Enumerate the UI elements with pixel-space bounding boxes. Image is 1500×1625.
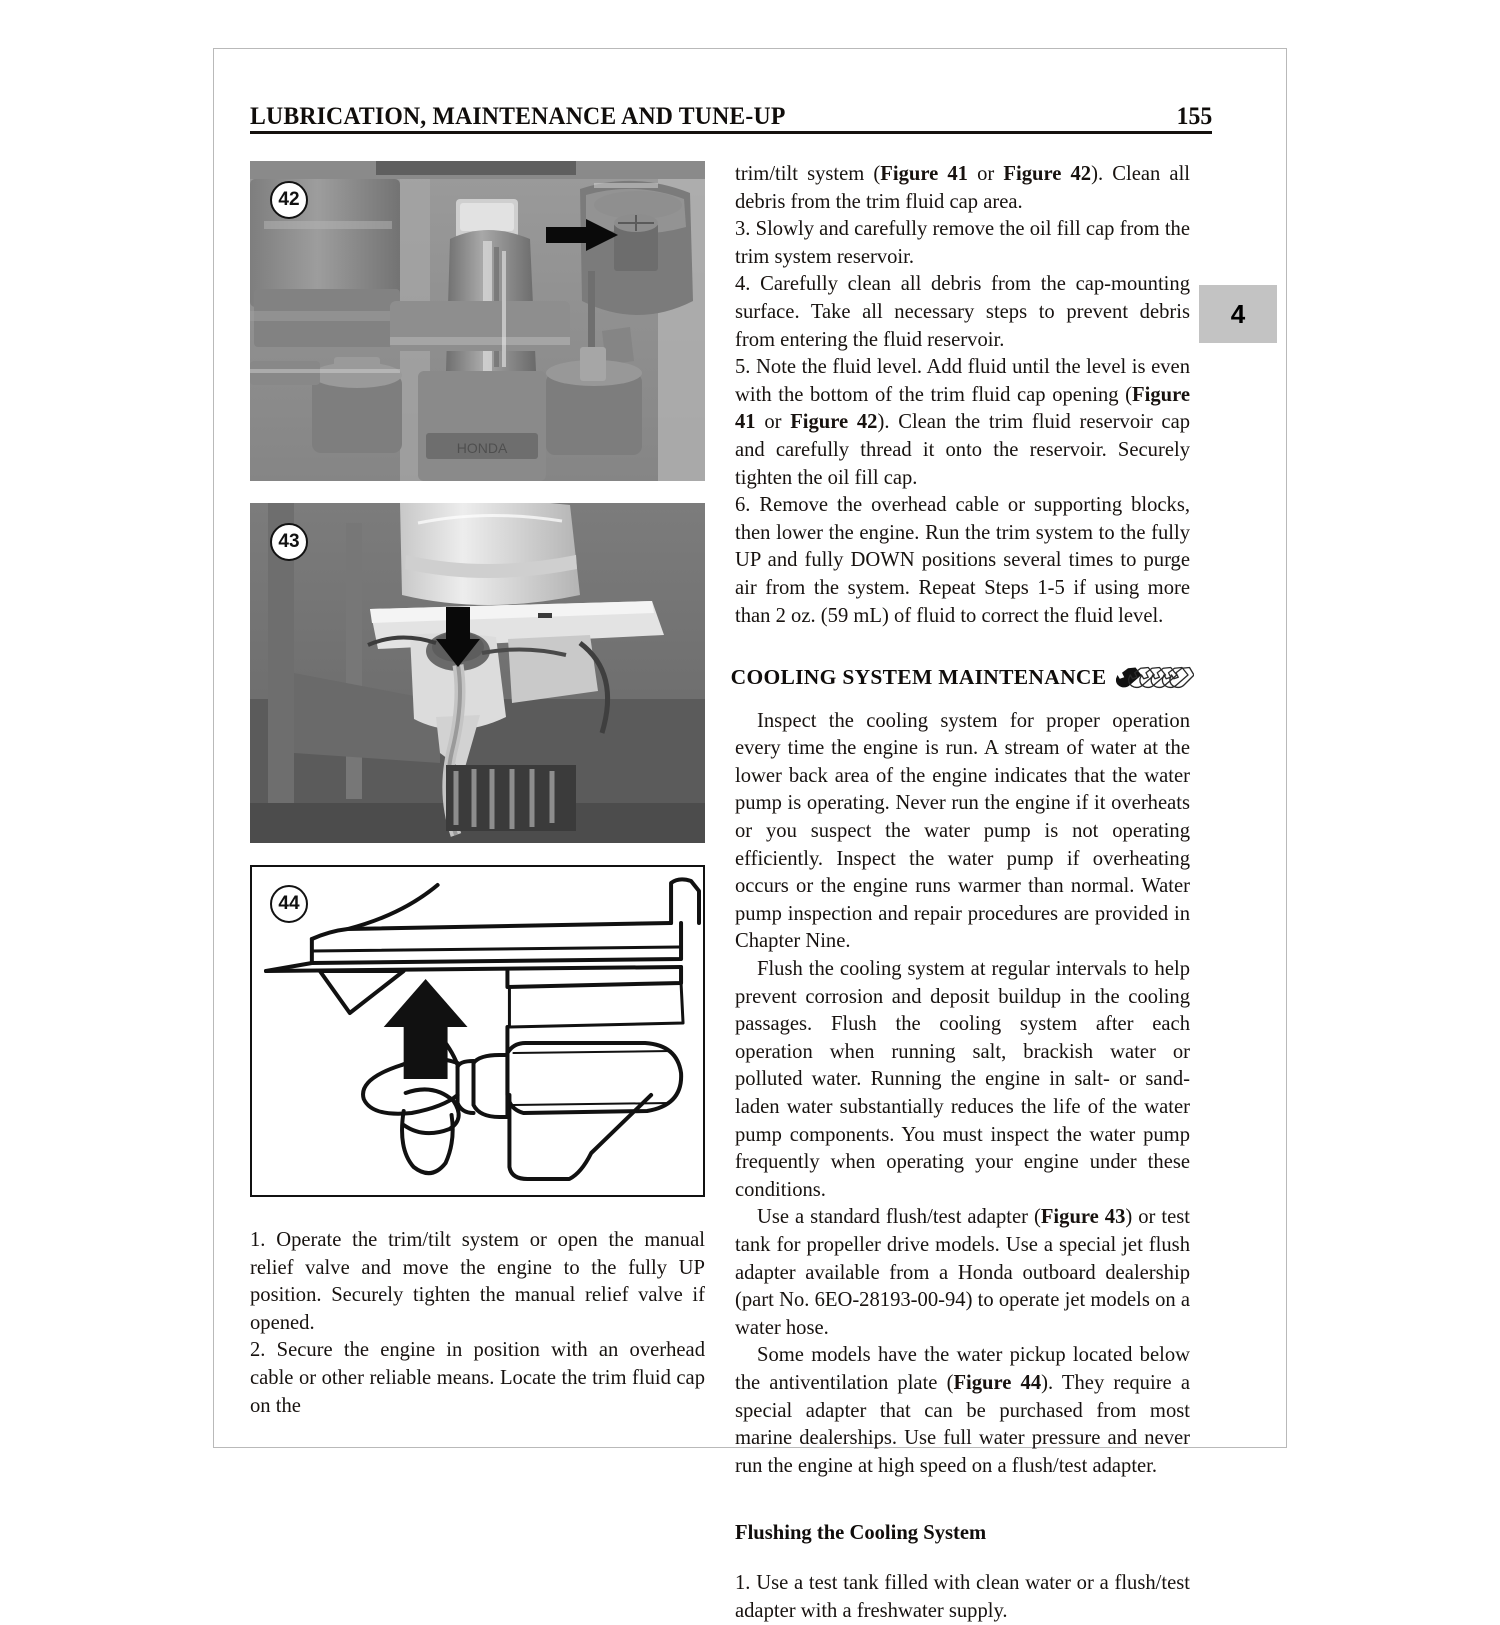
left-column <box>250 161 705 1420</box>
figure-43 <box>250 503 705 843</box>
figure-badge-43: 43 <box>270 523 308 561</box>
figure-ref-43: Figure 43 <box>1040 1206 1126 1229</box>
figure-ref-42b: Figure 42 <box>790 411 878 434</box>
figure-43-photo <box>250 503 705 843</box>
para4-tail: ). They require a special adapter that can be purchased from most marine dealerships. Use full water pressure and never run the engine at high speed on a flush/test adapter. <box>735 1371 1190 1477</box>
figure-44 <box>250 865 705 1197</box>
page-sheet <box>213 48 1287 1622</box>
step2-lead: trim/tilt system ( <box>735 163 881 185</box>
step-4: 4. Carefully clean all debris from the cap-mounting surface. Take all necessary steps to prevent debris from entering the fluid reservoir. <box>735 273 1190 351</box>
para4-lead: Some models have the water pickup located below the antiventilation plate ( <box>735 1344 1190 1394</box>
step-2-continued <box>735 161 1190 216</box>
cooling-para-3 <box>735 1204 1190 1342</box>
step-5 <box>735 354 1190 492</box>
section-heading-label: COOLING SYSTEM MAINTENANCE <box>730 665 1107 690</box>
figure-ref-41a: Figure 41 <box>880 163 968 185</box>
left-step-2: 2. Secure the engine in position with an overhead cable or other reliable means. Locate the trim fluid cap on the <box>250 1339 705 1417</box>
right-column <box>730 161 1191 1625</box>
step-6: 6. Remove the overhead cable or supporting blocks, then lower the engine. Run the trim system to the fully UP and fully DOWN positions several times to purge air from the system. Repeat Steps 1-5 if using more than 2 oz. (59 mL) of fluid to correct the fluid level. <box>735 494 1190 627</box>
step5-mid: or <box>755 411 791 434</box>
flush-step-1: 1. Use a test tank filled with clean water or a flush/test adapter with a freshwater supply. <box>735 1571 1190 1622</box>
left-column-text <box>250 1227 705 1420</box>
para3-lead: Use a standard flush/test adapter ( <box>757 1206 1041 1229</box>
running-head <box>250 87 1212 134</box>
cooling-para-1: Inspect the cooling system for proper operation every time the engine is run. A stream of water at the lower back area of the engine indicates that the water pump is operating. Never run the engine if it overheats or you suspect the water pump is not operating efficiently. Inspect the water pump if overheating occurs or the engine runs warmer than normal. Water pump inspection and repair procedures are provided in Chapter Nine. <box>735 709 1190 953</box>
para3-tail: ) or test tank for propeller drive models. Use a special jet flush adapter available from a Honda outboard dealership (part No. 6EO-28193-00-94) to operate jet models on a water hose. <box>735 1206 1190 1339</box>
section-heading-cooling-system-maintenance <box>730 664 1190 692</box>
figure-ref-41b: Figure 41 <box>735 383 1190 434</box>
cooling-para-2: Flush the cooling system at regular intervals to help prevent corrosion and deposit buildup in the cooling passages. Flush the cooling system after each operation when running salt, brackish water or polluted water. Running the engine in salt- or sand-laden water substantially reduces the life of the water pump components. You must inspect the water pump frequently when operating your engine under these conditions. <box>735 958 1190 1201</box>
figure-ref-42a: Figure 42 <box>1003 163 1092 185</box>
svg-text:HONDA: HONDA <box>456 440 508 456</box>
figure-44-drawing <box>250 865 705 1197</box>
cooling-para-4 <box>735 1342 1190 1480</box>
page-number: 155 <box>1176 100 1212 130</box>
figure-ref-44: Figure 44 <box>953 1371 1042 1394</box>
figure-badge-42: 42 <box>270 181 308 219</box>
step2-tail: ). Clean all debris from the trim fluid cap area. <box>735 163 1191 213</box>
figure-42 <box>250 161 705 481</box>
figure-42-photo <box>250 161 705 481</box>
chapter-tab: 4 <box>1199 285 1277 343</box>
page-title: LUBRICATION, MAINTENANCE AND TUNE-UP <box>250 100 786 130</box>
left-step-1: 1. Operate the trim/tilt system or open the manual relief valve and move the engine to the fully UP position. Securely tighten the manual relief valve if opened. <box>250 1229 705 1334</box>
step2-mid: or <box>967 163 1004 185</box>
step5-tail: ). Clean the trim fluid reservoir cap and carefully thread it onto the reservoir. Securely tighten the oil fill cap. <box>735 411 1191 489</box>
figure-badge-44: 44 <box>270 885 308 923</box>
right-column-text <box>730 161 1191 1625</box>
sub-heading-flushing-the-cooling-system: Flushing the Cooling System <box>735 1522 987 1545</box>
step-3: 3. Slowly and carefully remove the oil fill cap from the trim system reservoir. <box>735 218 1190 268</box>
wrench-trail-icon <box>1116 665 1194 691</box>
step5-lead: 5. Note the fluid level. Add fluid until the level is even with the bottom of the trim fluid cap opening ( <box>735 356 1190 406</box>
